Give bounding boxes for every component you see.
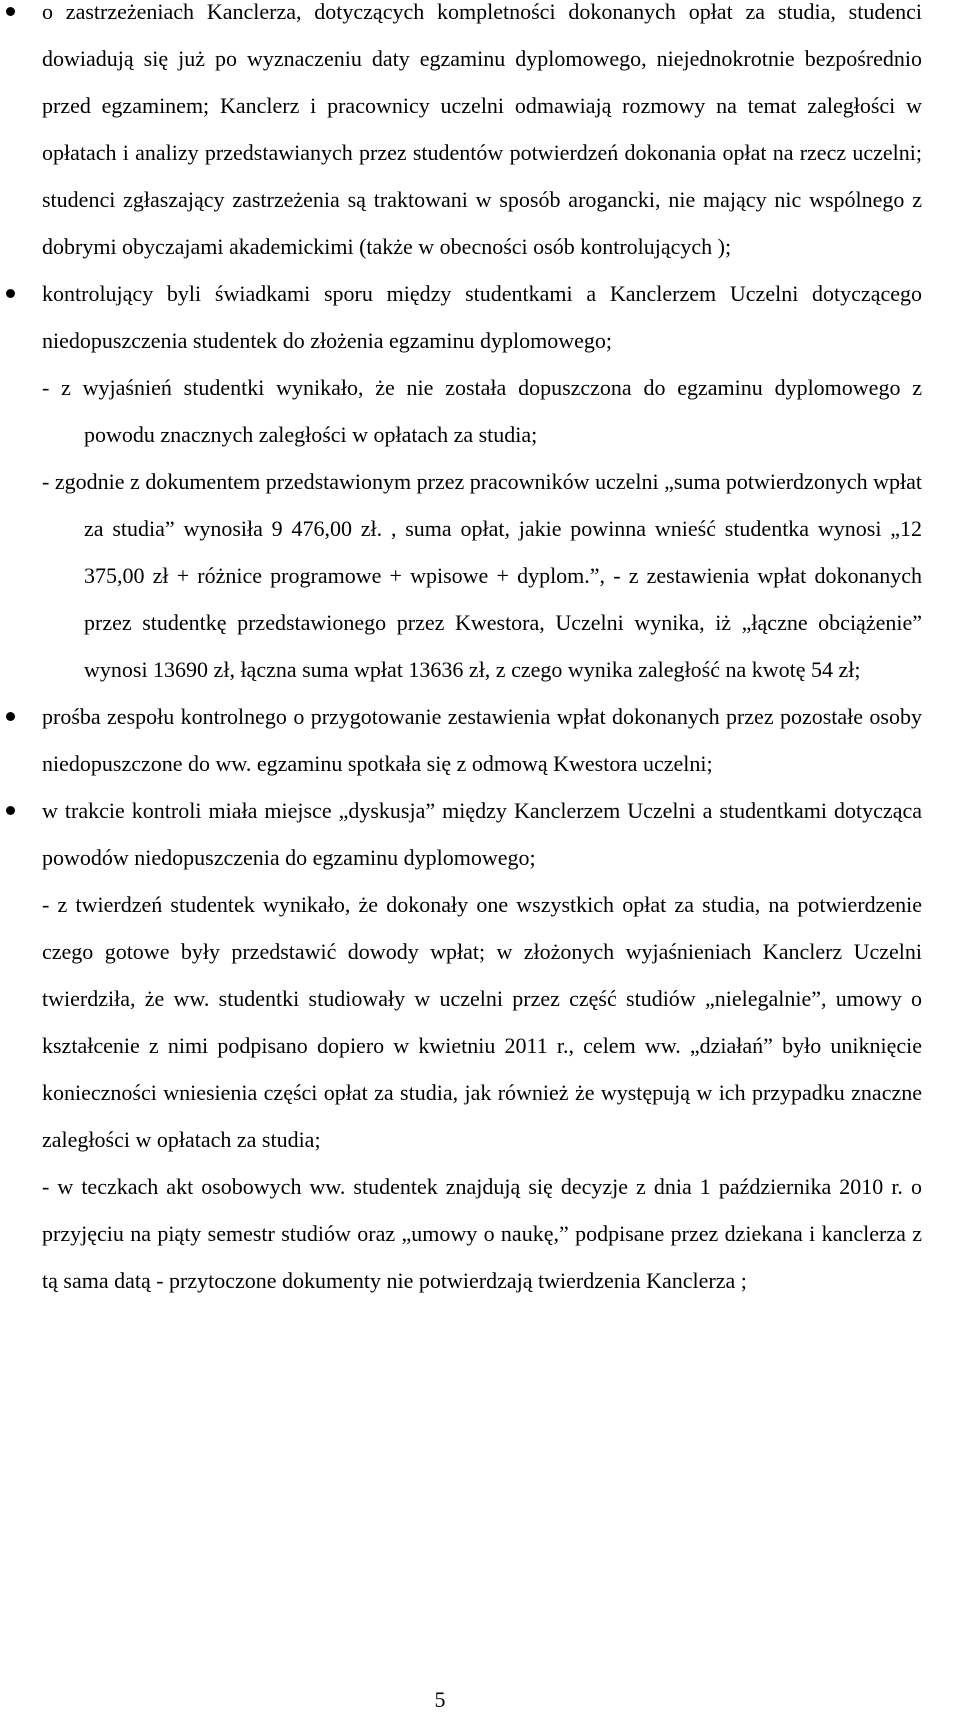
bullet-item-2: [0, 270, 960, 693]
bullet-icon: [6, 289, 15, 298]
subpoint-text: - zgodnie z dokumentem przedstawionym przez pracowników uczelni „suma potwierdzonych wpłat za studia” wynosiła 9 476,00 zł. , suma opłat, jakie powinna wnieść studentka wynosi „12 375,00 zł + różnice programowe + wpisowe + dyplom.”, - z zestawienia wpłat dokonanych przez studentkę przedstawionego przez Kwestora, Uczelni wynika, iż „łączne obciążenie” wynosi 13690 zł, łączna suma wpłat 13636 zł, z czego wynika zaległość na kwotę 54 zł;: [42, 469, 922, 682]
page-number: 5: [434, 1687, 446, 1712]
bullet-item-1: [0, 0, 960, 270]
bullet-item-text: prośba zespołu kontrolnego o przygotowanie zestawienia wpłat dokonanych przez pozostałe osoby niedopuszczone do ww. egzaminu spotkała się z odmową Kwestora uczelni;: [42, 704, 922, 776]
bullet-icon: [6, 712, 15, 721]
bullet-item-text: w trakcie kontroli miała miejsce „dyskusja” między Kanclerzem Uczelni a studentkami dotycząca powodów niedopuszczenia do egzaminu dyplomowego;: [42, 798, 922, 870]
bullet-item-text: o zastrzeżeniach Kanclerza, dotyczących kompletności dokonanych opłat za studia, studenci dowiadują się już po wyznaczeniu daty egzaminu dyplomowego, niejednokrotnie bezpośrednio przed egzaminem; Kanclerz i pracownicy uczelni odmawiają rozmowy na temat zaległości w opłatach i analizy przedstawianych przez studentów potwierdzeń dokonania opłat na rzecz uczelni; studenci zgłaszający zastrzeżenia są traktowani w sposób arogancki, nie mający nic wspólnego z dobrymi obyczajami akademickimi (także w obecności osób kontrolujących );: [42, 0, 922, 259]
bullet-item-4: [0, 787, 960, 1304]
bullet-item-3: [0, 693, 960, 787]
bullet-item-text: kontrolujący byli świadkami sporu między studentkami a Kanclerzem Uczelni dotyczącego niedopuszczenia studentek do złożenia egzaminu dyplomowego;: [42, 281, 922, 353]
subpoint-text: - z twierdzeń studentek wynikało, że dokonały one wszystkich opłat za studia, na potwierdzenie czego gotowe były przedstawić dowody wpłat; w złożonych wyjaśnieniach Kanclerz Uczelni twierdziła, że ww. studentki studiowały w uczelni przez część studiów „nielegalnie”, umowy o kształcenie z nimi podpisano dopiero w kwietniu 2011 r., celem ww. „działań” było uniknięcie konieczności wniesienia części opłat za studia, jak również że występują w ich przypadku znaczne zaległości w opłatach za studia;: [42, 892, 922, 1152]
bullet-icon: [6, 7, 15, 16]
bullet-icon: [6, 806, 15, 815]
subpoint-text: - w teczkach akt osobowych ww. studentek znajdują się decyzje z dnia 1 października 2010 r. o przyjęciu na piąty semestr studiów oraz „umowy o naukę,” podpisane przez dziekana i kanclerza z tą sama datą - przytoczone dokumenty nie potwierdzają twierdzenia Kanclerza ;: [42, 1174, 922, 1293]
subpoint-text: - z wyjaśnień studentki wynikało, że nie została dopuszczona do egzaminu dyplomowego z powodu znacznych zaległości w opłatach za studia;: [42, 375, 922, 447]
